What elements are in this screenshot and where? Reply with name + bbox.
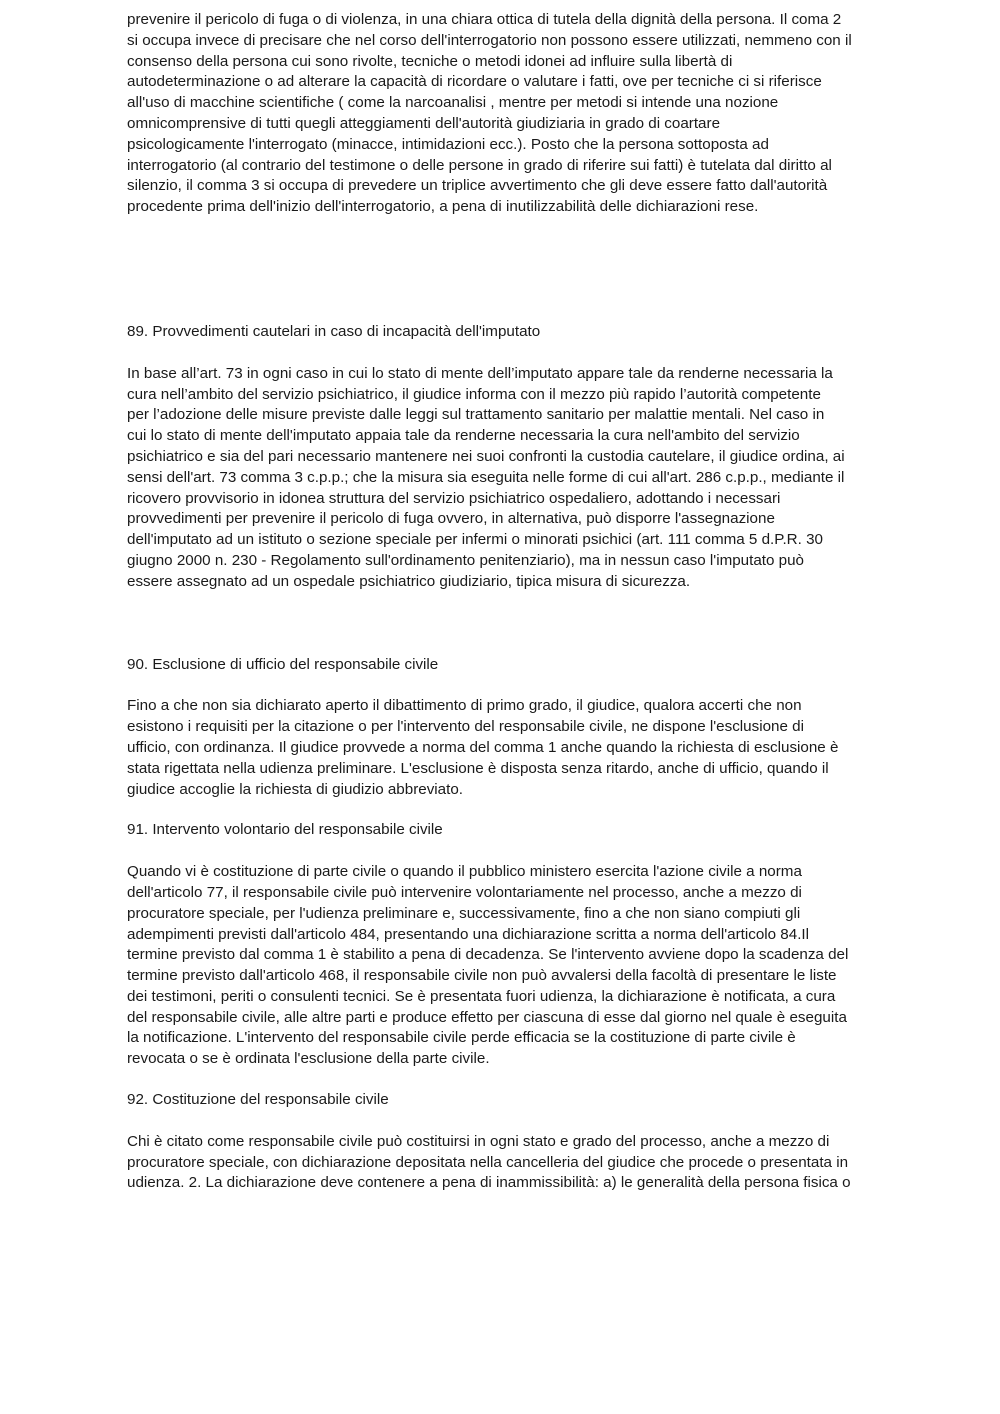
spacer [127, 593, 872, 655]
spacer [127, 1111, 872, 1132]
spacer [127, 675, 872, 696]
section-heading-90: 90. Esclusione di ufficio del responsabile civile [127, 655, 439, 673]
intro-paragraph: prevenire il pericolo di fuga o di violenza, in una chiara ottica di tutela della dignità della persona. Il coma 2 si occupa invece di precisare che nel corso dell'interrogatorio non possono essere utilizzati, nemmeno con il consenso della persona cui sono rivolte, tecniche o metodi idonei ad influire sulla libertà di autodeterminazione o ad alterare la capacità di ricordare o valutare i fatti, ove per tecniche ci si riferisce all'uso di macchine scientifiche ( come la narcoanalisi , mentre per metodi si intende una nozione omnicomprensive di tutti quegli atteggiamenti dell'autorità giudiziaria in grado di coartare psicologicamente l'interrogato (minacce, intimidazioni ecc.). Posto che la persona sottoposta ad interrogatorio (al contrario del testimone o delle persone in grado di riferire sui fatti) è tutelata dal diritto al silenzio, il comma 3 si occupa di prevedere un triplice avvertimento che gli deve essere fatto dall'autorità procedente prima dell'inizio dell'interrogatorio, a pena di inutilizzabilità delle dichiarazioni rese. [127, 11, 852, 216]
section-heading-92: 92. Costituzione del responsabile civile [127, 1091, 389, 1109]
spacer [127, 1070, 872, 1090]
section-body-91: Quando vi è costituzione di parte civile o quando il pubblico ministero esercita l'azione civile a norma dell'articolo 77, il responsabile civile può intervenire volontariamente nel processo, anche a mezzo di procuratore speciale, per l'udienza preliminare e, successivamente, fino a che non siano compiuti gli adempimenti previsti dall'articolo 484, presentando una dichiarazione scritta a norma dell'articolo 84.Il termine previsto dal comma 1 è stabilito a pena di decadenza. Se l'intervento avviene dopo la scadenza del termine previsto dall'articolo 468, il responsabile civile non può avvalersi della facoltà di presentare le liste dei testimoni, periti o consulenti tecnici. Se è presentata fuori udienza, la dichiarazione è notificata, a cura del responsabile civile, alle altre parti e produce effetto per ciascuna di esse dal giorno nel quale è eseguita la notificazione. L'intervento del responsabile civile perde efficacia se la costituzione di parte civile è revocata o se è ordinata l'esclusione della parte civile. [127, 863, 849, 1068]
section-body-89: In base all’art. 73 in ogni caso in cui lo stato di mente dell’imputato appare tale da renderne necessaria la cura nell’ambito del servizio psichiatrico, il giudice informa con il mezzo più rapido l’autorità competente per l’adozione delle misure previste dalle leggi sul trattamento sanitario per malattie mentali. Nel caso in cui lo stato di mente dell'imputato appaia tale da renderne necessaria la cura nell'ambito del servizio psichiatrico e sia del pari necessario mantenere nei suoi confronti la custodia cautelare, il giudice ordina, ai sensi dell'art. 73 comma 3 c.p.p.; che la misura sia eseguita nelle forme di cui all'art. 286 c.p.p., mediante il ricovero provvisorio in idonea struttura del servizio psichiatrico ospedaliero, adottando i necessari provvedimenti per prevenire il pericolo di fuga ovvero, in alternativa, può disporre l'assegnazione dell'imputato ad un istituto o sezione speciale per infermi o minorati psichici (art. 111 comma 5 d.P.R. 30 giugno 2000 n. 230 - Regolamento sull'ordinamento penitenziario), ma in nessun caso l'imputato può essere assegnato ad un ospedale psichiatrico giudiziario, tipica misura di sicurezza. [127, 364, 845, 590]
section-body-92: Chi è citato come responsabile civile può costituirsi in ogni stato e grado del processo, anche a mezzo di procuratore speciale, con dichiarazione depositata nella cancelleria del giudice che procede o presentata in udienza. 2. La dichiarazione deve contenere a pena di inammissibilità: a) le generalità della persona fisica o [127, 1132, 851, 1192]
document-page [127, 10, 872, 1194]
section-heading-89: 89. Provvedimenti cautelari in caso di incapacità dell'imputato [127, 322, 541, 340]
spacer [127, 800, 872, 820]
section-heading-91: 91. Intervento volontario del responsabile civile [127, 821, 443, 839]
spacer [127, 841, 872, 862]
spacer [127, 343, 872, 364]
section-body-90: Fino a che non sia dichiarato aperto il dibattimento di primo grado, il giudice, qualora accerti che non esistono i requisiti per la citazione o per l'intervento del responsabile civile, ne dispone l'esclusione di ufficio, con ordinanza. Il giudice provvede a norma del comma 1 anche quando la richiesta di esclusione è stata rigettata nella udienza preliminare. L'esclusione è disposta senza ritardo, anche di ufficio, quando il giudice accoglie la richiesta di giudizio abbreviato. [127, 697, 839, 798]
spacer [127, 218, 872, 322]
